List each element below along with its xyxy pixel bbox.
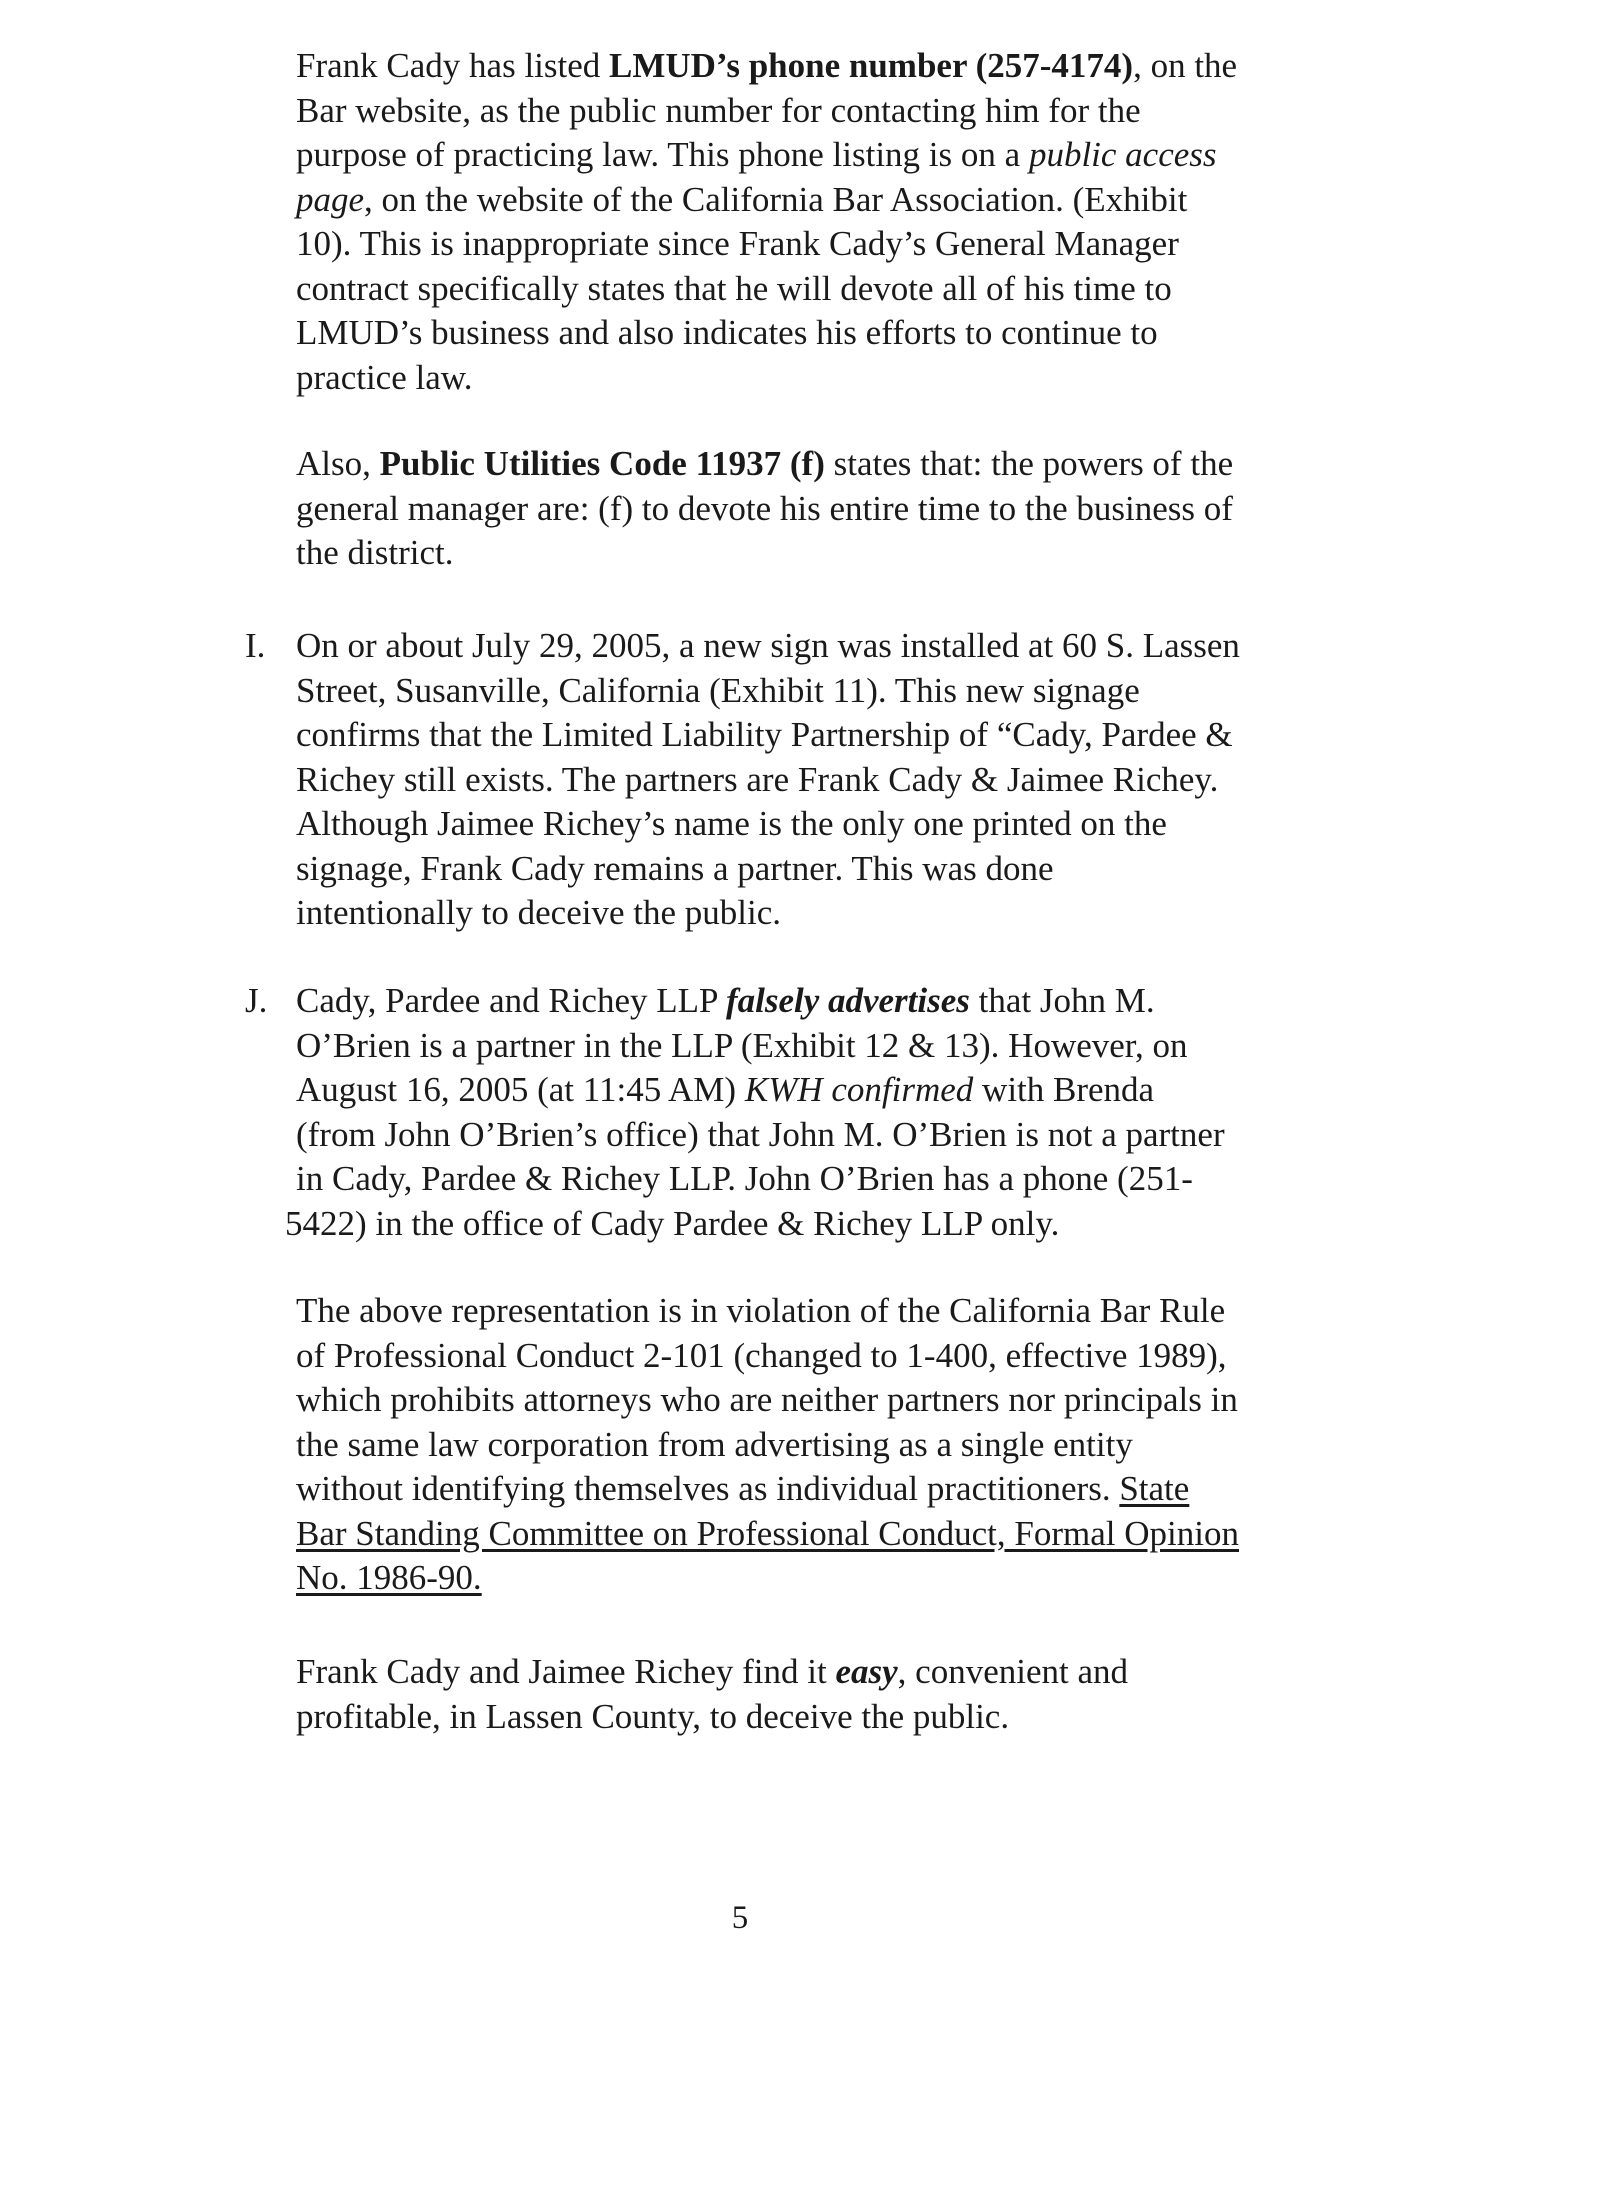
page-number: 5 [731,1900,749,1936]
text-run: , on the [1133,46,1238,85]
bold-italic-easy: easy [835,1652,898,1691]
paragraph-public-utilities-code [296,442,1356,576]
text-line: O’Brien is a partner in the LLP (Exhibit 12 & 13). However, on [296,1025,1188,1065]
underlined-citation: Bar Standing Committee on Professional Conduct, Formal Opinion [296,1513,1239,1553]
text-run: that John M. [969,981,1155,1020]
text-line: signage, Frank Cady remains a partner. This was done [296,848,1054,888]
text-run: , on the website of the California Bar Association. (Exhibit [364,179,1188,219]
paragraph-item-j [285,979,1356,1246]
italic-kwh-confirmed: KWH confirmed [744,1070,974,1109]
text-run: purpose of practicing law. This phone listing is on a [296,135,1029,174]
paragraph-bar-rule [296,1289,1356,1601]
text-line [296,1467,1356,1512]
bold-code-reference: Public Utilities Code 11937 (f) [379,444,825,483]
list-marker-j: J. [245,981,268,1020]
text-line: practice law. [296,357,473,397]
text-line: Bar website, as the public number for contacting him for the [296,90,1141,130]
text-run: August 16, 2005 (at 11:45 AM) [296,1070,745,1109]
paragraph-item-i [296,624,1356,936]
text-line [296,442,1356,487]
text-run: Frank Cady has listed [296,46,610,85]
text-line: The above representation is in violation of the California Bar Rule [296,1291,1226,1330]
italic-public-access: public access [1028,135,1217,174]
text-run: Frank Cady and Jaimee Richey find it [296,1652,836,1691]
paragraph-phone-listing [296,44,1356,400]
text-line: Although Jaimee Richey’s name is the only one printed on the [296,804,1167,843]
text-line: confirms that the Limited Liability Partnership of “Cady, Pardee & [296,715,1233,754]
text-line [296,178,1356,223]
bold-phone-number: LMUD’s phone number (257-4174) [609,46,1134,85]
text-line [296,1650,1356,1695]
text-line: which prohibits attorneys who are neither partners nor principals in [296,1380,1238,1419]
text-line [296,979,1356,1024]
text-line: the district. [296,533,454,572]
text-run: with Brenda [973,1070,1155,1109]
text-line: intentionally to deceive the public. [296,893,781,932]
text-line: profitable, in Lassen County, to deceive the public. [296,1696,1010,1736]
text-line: the same law corporation from advertising as a single entity [296,1424,1133,1464]
text-line: LMUD’s business and also indicates his efforts to continue to [296,313,1158,352]
text-line: Street, Susanville, California (Exhibit 11). This new signage [296,670,1140,710]
text-run: Also, [296,444,380,483]
paragraph-conclusion [296,1650,1356,1739]
text-line [296,1068,1356,1113]
text-line: of Professional Conduct 2-101 (changed to 1-400, effective 1989), [296,1335,1227,1375]
text-run: states that: the powers of the [824,444,1234,483]
text-line: general manager are: (f) to devote his entire time to the business of [296,488,1233,528]
text-line [296,44,1356,89]
text-line: 5422) in the office of Cady Pardee & Richey LLP only. [285,1203,1060,1243]
text-line: Richey still exists. The partners are Frank Cady & Jaimee Richey. [296,759,1219,799]
text-line [296,133,1356,178]
text-run: Cady, Pardee and Richey LLP [296,981,726,1020]
bold-italic-falsely-advertises: falsely advertises [725,981,970,1020]
text-run: , convenient and [897,1652,1129,1691]
underlined-citation: No. 1986-90. [296,1558,482,1597]
text-line: contract specifically states that he will devote all of his time to [296,268,1172,308]
text-line: (from John O’Brien’s office) that John M. O’Brien is not a partner [296,1114,1225,1154]
text-line: On or about July 29, 2005, a new sign was installed at 60 S. Lassen [296,626,1240,665]
italic-page: page [296,179,365,219]
text-run: without identifying themselves as individual practitioners. [296,1469,1120,1508]
text-line: in Cady, Pardee & Richey LLP. John O’Brien has a phone (251- [296,1159,1193,1198]
list-marker-i: I. [245,626,266,665]
underlined-citation: State [1119,1469,1190,1508]
text-line: 10). This is inappropriate since Frank Cady’s General Manager [296,224,1179,263]
